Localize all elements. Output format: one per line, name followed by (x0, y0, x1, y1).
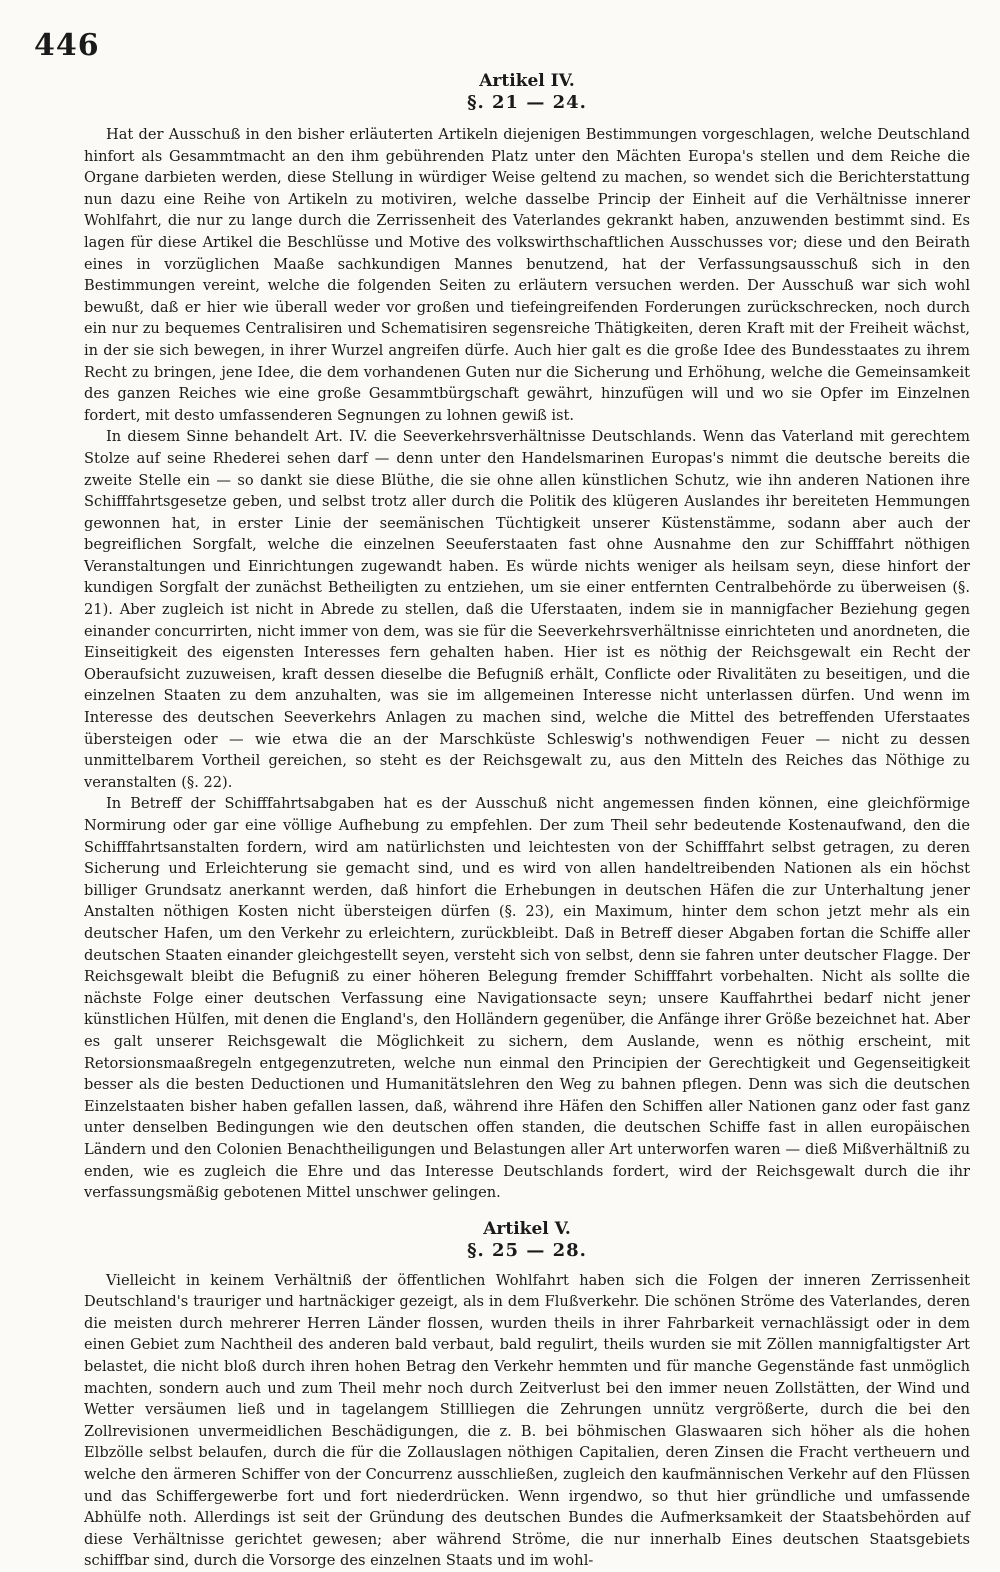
article-iv-body (84, 124, 970, 1204)
article-iv-paragraph-1: Hat der Ausschuß in den bisher erläuterten Artikeln diejenigen Bestimmungen vorgeschlagen, welche Deutschland hinfort als Gesammtmacht an den ihm gebührenden Platz unter den Mächten Europa's stellen und dem Reiche die Organe darbieten werden, diese Stellung in würdiger Weise geltend zu machen, so wendet sich die Berichterstattung nun dazu eine Reihe von Artikeln zu motiviren, welche dasselbe Princip der Einheit auf die Verhältnisse innerer Wohlfahrt, die nur zu lange durch die Zerrissenheit des Vaterlandes gekrankt haben, anzuwenden bestimmt sind. Es lagen für diese Artikel die Beschlüsse und Motive des volkswirthschaftlichen Ausschusses vor; diese und den Beirath eines in vorzüglichen Maaße sachkundigen Mannes benutzend, hat der Verfassungsausschuß sich in den Bestimmungen vereint, welche die folgenden Seiten zu erläutern versuchen werden. Der Ausschuß war sich wohl bewußt, daß er hier wie überall weder vor großen und tiefeingreifenden Forderungen zurückschrecken, noch durch ein nur zu bequemes Centralisiren und Schematisiren segensreiche Thätigkeiten, deren Kraft mit der Freiheit wächst, in der sie sich bewegen, in ihrer Wurzel angreifen dürfe. Auch hier galt es die große Idee des Bundesstaates zu ihrem Recht zu bringen, jene Idee, die dem vorhandenen Guten nur die Sicherung und Erhöhung, welche die Gemeinsamkeit des ganzen Reiches wie eine große Gesammtbürgschaft gewährt, hinzufügen will und wo sie Opfer im Einzelnen fordert, mit desto umfassenderen Segnungen zu lohnen gewiß ist. (84, 126, 970, 424)
article-v-heading: Artikel V. (483, 1218, 571, 1239)
article-v-paragraph-range: §. 25 — 28. (467, 1239, 587, 1261)
article-iv-heading: Artikel IV. (479, 71, 575, 91)
article-v-body (84, 1270, 970, 1572)
article-iv-paragraph-3: In Betreff der Schifffahrtsabgaben hat es der Ausschuß nicht angemessen finden können, eine gleichförmige Normirung oder gar eine völlige Aufhebung zu empfehlen. Der zum Theil sehr bedeutende Kostenaufwand, den die Schifffahrtsanstalten fordern, wird am natürlichsten und leichtesten von der Schifffahrt selbst getragen, zu deren Sicherung und Erleichterung sie gemacht sind, und es wird von allen handeltreibenden Nationen als ein höchst billiger Grundsatz anerkannt werden, daß hinfort die Erhebungen in deutschen Häfen die zur Unterhaltung jener Anstalten nöthigen Kosten nicht übersteigen dürfen (§. 23), ein Maximum, hinter dem schon jetzt mehr als ein deutscher Hafen, um den Verkehr zu erleichtern, zurückbleibt. Daß in Betreff dieser Abgaben fortan die Schiffe aller deutschen Staaten einander gleichgestellt seyen, versteht sich von selbst, denn sie fahren unter deutscher Flagge. Der Reichsgewalt bleibt die Befugniß zu einer höheren Belegung fremder Schifffahrt vorbehalten. Nicht als sollte die nächste Folge einer deutschen Verfassung eine Navigationsacte seyn; unsere Kauffahrthei bedarf nicht jener künstlichen Hülfen, mit denen die England's, den Holländern gegenüber, die Anfänge ihrer Größe bezeichnet hat. Aber es galt unserer Reichsgewalt die Möglichkeit zu sichern, dem Auslande, wenn es nöthig erscheint, mit Retorsionsmaaßregeln entgegenzutreten, welche nun einmal den Principien der Gerechtigkeit und Gegenseitigkeit besser als die besten Deductionen und Humanitätslehren den Weg zu bahnen pflegen. Denn was sich die deutschen Einzelstaaten bisher haben gefallen lassen, daß, während ihre Häfen den Schiffen aller Nationen ganz oder fast ganz unter denselben Bedingungen wie den deutschen offen standen, die deutschen Schiffe fast in allen europäischen Ländern und den Colonien Benachtheiligungen und Belastungen aller Art unterworfen waren — dieß Mißverhältniß zu enden, wie es zugleich die Ehre und das Interesse Deutschlands fordert, wird der Reichsgewalt durch die ihr verfassungsmäßig gebotenen Mittel unschwer gelingen. (84, 795, 970, 1202)
article-v-paragraph-1: Vielleicht in keinem Verhältniß der öffentlichen Wohlfahrt haben sich die Folgen der inneren Zerrissenheit Deutschland's trauriger und hartnäckiger gezeigt, als in dem Flußverkehr. Die schönen Ströme des Vaterlandes, deren die meisten durch mehrerer Herren Länder flossen, wurden theils in ihrer Fahrbarkeit vernachlässigt oder in dem einen Gebiet zum Nachtheil des anderen bald verbaut, bald regulirt, theils wurden sie mit Zöllen mannigfaltigster Art belastet, die nicht bloß durch ihren hohen Betrag den Verkehr hemmten und für manche Gegenstände fast unmöglich machten, sondern auch und zum Theil mehr noch durch Zeitverlust bei den immer neuen Zollstätten, der Wind und Wetter versäumen ließ und in tagelangem Stillliegen die Zehrungen unnütz vergrößerte, durch die bei den Zollrevisionen unvermeidlichen Beschädigungen, die z. B. bei böhmischen Glaswaaren sich höher als die hohen Elbzölle selbst belaufen, durch die für die Zollauslagen nöthigen Capitalien, deren Zinsen die Fracht vertheuern und welche den ärmeren Schiffer von der Concurrenz ausschließen, zugleich den kaufmännischen Verkehr auf den Flüssen und das Schiffergewerbe fort und fort niederdrücken. Wenn irgendwo, so thut hier gründliche und umfassende Abhülfe noth. Allerdings ist seit der Gründung des deutschen Bundes die Aufmerksamkeit der Staatsbehörden auf diese Verhältnisse gerichtet gewesen; aber während Ströme, die nur innerhalb Eines deutschen Staatsgebiets schiffbar sind, durch die Vorsorge des einzelnen Staats und im wohl- (84, 1271, 970, 1570)
article-iv-paragraph-2: In diesem Sinne behandelt Art. IV. die Seeverkehrsverhältnisse Deutschlands. Wenn das Vaterland mit gerechtem Stolze auf seine Rhederei sehen darf — denn unter den Handelsmarinen Europas's nimmt die deutsche bereits die zweite Stelle ein — so dankt sie diese Blüthe, die sie ohne allen künstlichen Schutz, wie ihn anderen Nationen ihre Schifffahrtsgesetze geben, und selbst trotz aller durch die Politik des klügeren Auslandes ihr bereiteten Hemmungen gewonnen hat, in erster Linie der seemänischen Tüchtigkeit unserer Küstenstämme, sodann aber auch der begreiflichen Sorgfalt, welche die einzelnen Seeuferstaaten fast ohne Ausnahme den zur Schifffahrt nöthigen Veranstaltungen und Einrichtungen zugewandt haben. Es würde nichts weniger als heilsam seyn, diese hinfort der kundigen Sorgfalt der zunächst Betheiligten zu entziehen, um sie einer entfernten Centralbehörde zu überweisen (§. 21). Aber zugleich ist nicht in Abrede zu stellen, daß die Uferstaaten, indem sie in mannigfacher Beziehung gegen einander concurrirten, nicht immer von dem, was sie für die Seeverkehrsverhältnisse einrichteten und anordneten, die Einseitigkeit des eigensten Interesses fern gehalten haben. Hier ist es nöthig der Reichsgewalt ein Recht der Oberaufsicht zuzuweisen, kraft dessen dieselbe die Befugniß erhält, Conflicte oder Rivalitäten zu beseitigen, und die einzelnen Staaten zu dem anzuhalten, was sie im allgemeinen Interesse nicht unterlassen dürfen. Und wenn im Interesse des deutschen Seeverkehrs Anlagen zu machen sind, welche die Mittel des betreffenden Uferstaates übersteigen oder — wie etwa die an der Marschküste Schleswig's nothwendigen Feuer — nicht zu dessen unmittelbarem Vortheil gereichen, so steht es der Reichsgewalt zu, aus den Mitteln des Reiches das Nöthige zu veranstalten (§. 22). (84, 428, 970, 791)
article-iv-paragraph-range: §. 21 — 24. (467, 92, 587, 113)
page-content (84, 70, 970, 1572)
article-iv-header (84, 70, 970, 114)
article-v-header (84, 1218, 970, 1262)
page-number: 446 (34, 28, 100, 63)
